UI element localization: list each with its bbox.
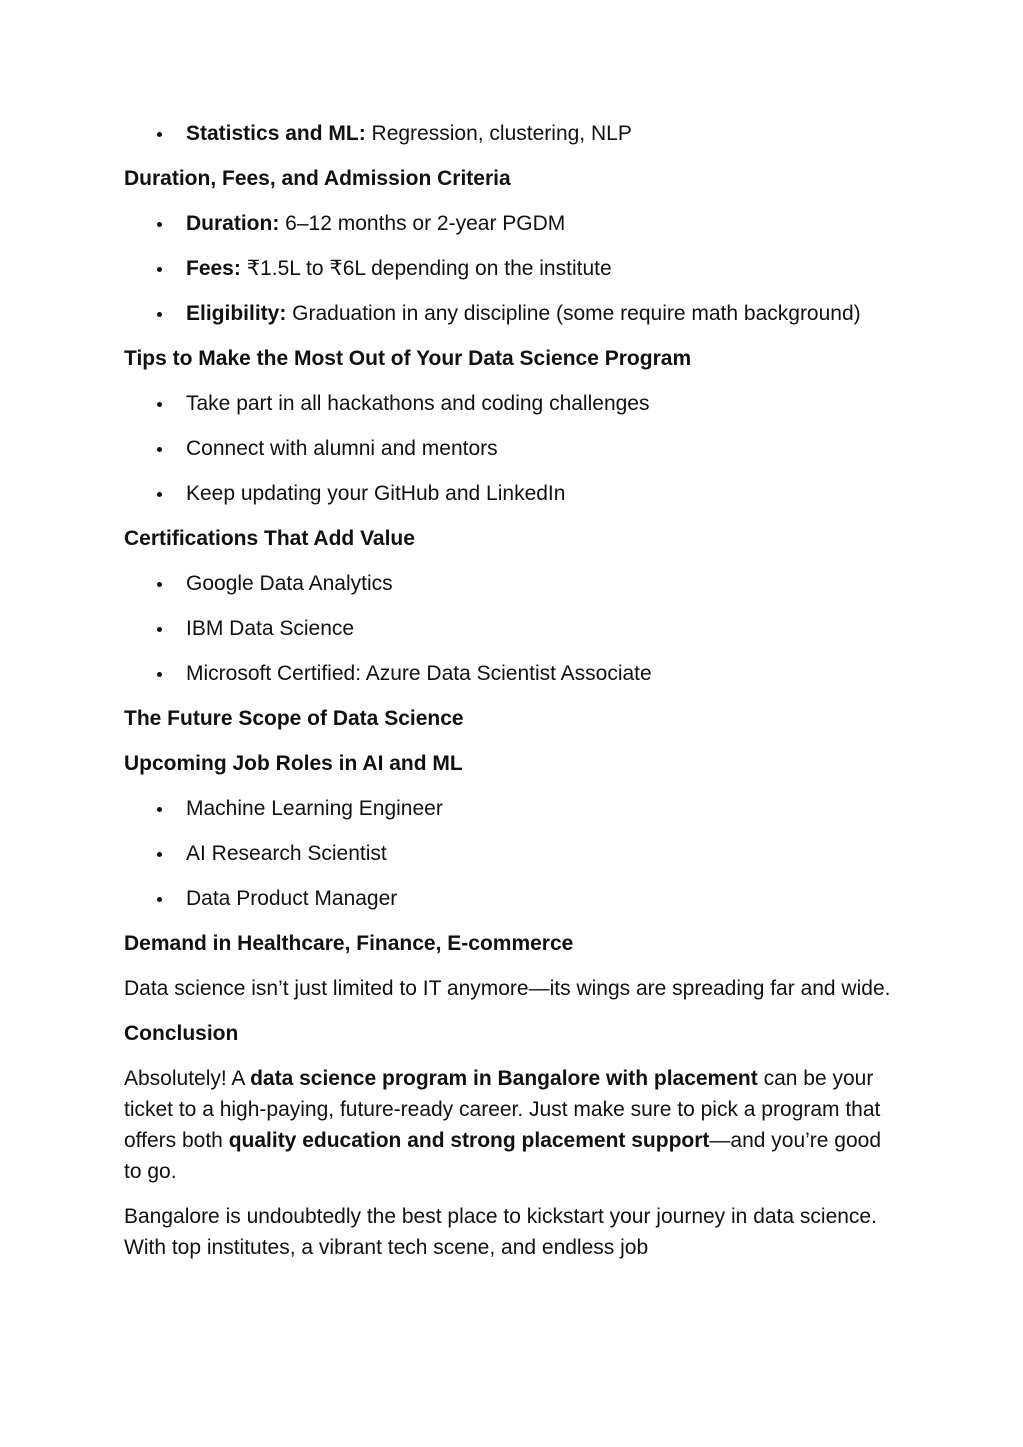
list-item: AI Research Scientist [186,838,894,869]
item-text: 6–12 months or 2-year PGDM [279,212,566,235]
conclusion-paragraph [124,1063,894,1187]
list-item: Connect with alumni and mentors [186,433,894,464]
future-scope-heading: The Future Scope of Data Science [124,707,464,730]
list-item: IBM Data Science [186,613,894,644]
conclusion-bold-program: data science program in Bangalore with placement [250,1067,758,1090]
conclusion-heading: Conclusion [124,1022,239,1045]
list-item: Machine Learning Engineer [186,793,894,824]
document-page [124,118,894,1277]
list-item [186,253,894,284]
job-roles-list [124,793,894,914]
list-item: Take part in all hackathons and coding challenges [186,388,894,419]
demand-heading: Demand in Healthcare, Finance, E-commerce [124,932,574,955]
item-lead: Fees: [186,257,241,280]
bangalore-paragraph: Bangalore is undoubtedly the best place to kickstart your journey in data science. With top institutes, a vibrant tech scene, and endless job [124,1205,877,1259]
duration-heading: Duration, Fees, and Admission Criteria [124,167,511,190]
list-item: Data Product Manager [186,883,894,914]
tips-list [124,388,894,509]
job-roles-heading: Upcoming Job Roles in AI and ML [124,752,463,775]
conclusion-text-c: —and you’re good to go. [124,1129,882,1183]
demand-paragraph: Data science isn’t just limited to IT anymore—its wings are spreading far and wide. [124,977,891,1000]
tips-heading: Tips to Make the Most Out of Your Data Science Program [124,347,692,370]
conclusion-bold-quality: quality education and strong placement support [228,1129,710,1152]
list-item: Keep updating your GitHub and LinkedIn [186,478,894,509]
list-item [186,208,894,239]
list-item: Google Data Analytics [186,568,894,599]
list-item: Microsoft Certified: Azure Data Scientist Associate [186,658,894,689]
duration-list [124,208,894,329]
conclusion-text-b: can be your ticket to a high-paying, future-ready career. Just make sure to pick a program that offers both [124,1067,881,1152]
list-item [186,118,894,149]
certifications-heading: Certifications That Add Value [124,527,415,550]
stats-list [124,118,894,149]
item-lead: Duration: [186,212,280,235]
conclusion-text-a: Absolutely! A [124,1067,251,1090]
item-text: Regression, clustering, NLP [365,122,632,145]
item-text: Graduation in any discipline (some require math background) [286,302,861,325]
item-lead: Eligibility: [186,302,287,325]
list-item [186,298,894,329]
certifications-list [124,568,894,689]
item-text: ₹1.5L to ₹6L depending on the institute [240,257,612,280]
item-lead: Statistics and ML: [186,122,366,145]
